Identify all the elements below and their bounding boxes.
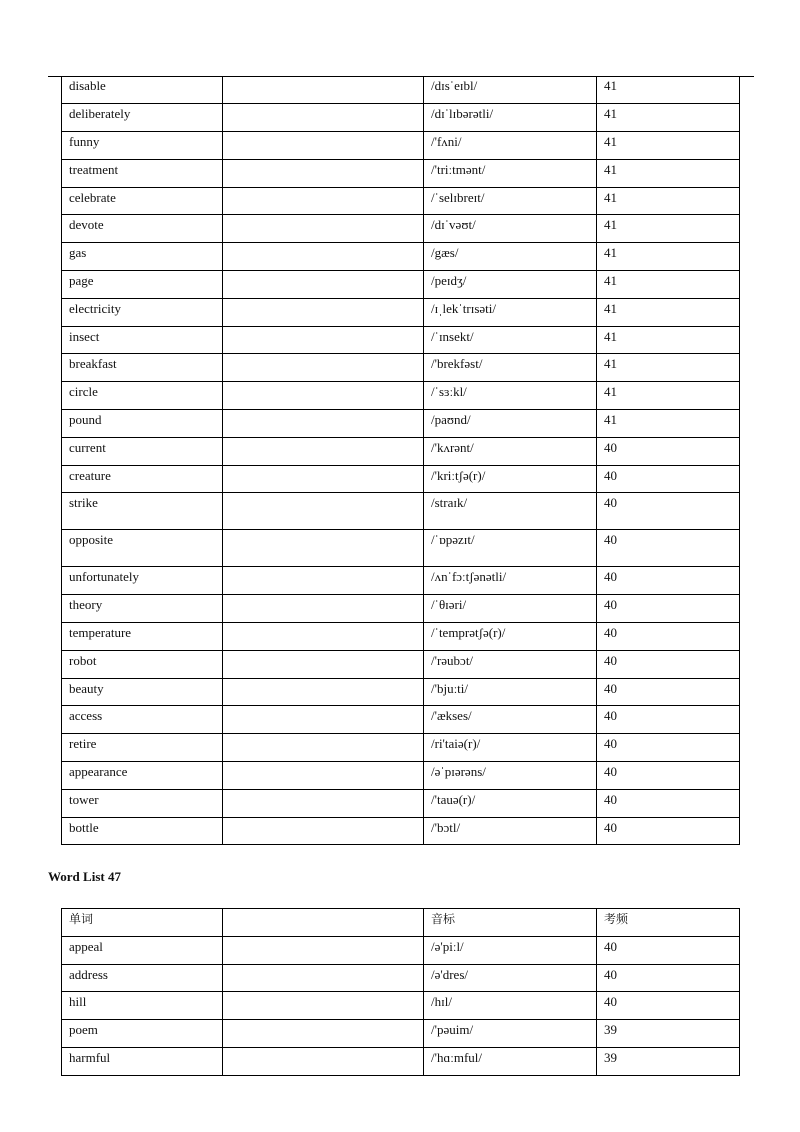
header-blank [223,909,424,937]
phonetic-cell: /'rəubɔt/ [424,650,597,678]
word-cell: beauty [62,678,223,706]
frequency-cell: 40 [597,650,740,678]
frequency-cell: 41 [597,243,740,271]
table-row [62,992,740,1020]
table-header-row [62,909,740,937]
phonetic-cell: /'hɑːmful/ [424,1047,597,1075]
table-row [62,964,740,992]
meaning-cell [223,382,424,410]
table-row [62,817,740,845]
word-cell: robot [62,650,223,678]
word-cell: disable [62,76,223,104]
word-cell: strike [62,493,223,530]
phonetic-cell: /ʌnˈfɔːtʃənətli/ [424,567,597,595]
phonetic-cell: /ˈɒpəzɪt/ [424,530,597,567]
meaning-cell [223,354,424,382]
frequency-cell: 41 [597,298,740,326]
frequency-cell: 40 [597,623,740,651]
phonetic-cell: /paʊnd/ [424,410,597,438]
phonetic-cell: /'triːtmənt/ [424,159,597,187]
frequency-cell: 41 [597,382,740,410]
phonetic-cell: /ˈtemprətʃə(r)/ [424,623,597,651]
word-cell: bottle [62,817,223,845]
word-cell: deliberately [62,104,223,132]
meaning-cell [223,132,424,160]
meaning-cell [223,623,424,651]
phonetic-cell: /'fʌni/ [424,132,597,160]
word-cell: funny [62,132,223,160]
table-row [62,132,740,160]
meaning-cell [223,465,424,493]
phonetic-cell: /ɪˌlekˈtrɪsəti/ [424,298,597,326]
table-row [62,354,740,382]
word-cell: hill [62,992,223,1020]
frequency-cell: 39 [597,1020,740,1048]
word-cell: creature [62,465,223,493]
frequency-cell: 41 [597,326,740,354]
word-cell: celebrate [62,187,223,215]
phonetic-cell: /'ækses/ [424,706,597,734]
table-row [62,493,740,530]
meaning-cell [223,326,424,354]
table-row [62,530,740,567]
word-cell: pound [62,410,223,438]
table-row [62,1047,740,1075]
phonetic-cell: /ˈselɪbreɪt/ [424,187,597,215]
table-row [62,243,740,271]
word-cell: temperature [62,623,223,651]
frequency-cell: 40 [597,964,740,992]
table-row [62,465,740,493]
word-cell: poem [62,1020,223,1048]
phonetic-cell: /ˈsɜːkl/ [424,382,597,410]
frequency-cell: 40 [597,567,740,595]
meaning-cell [223,76,424,104]
phonetic-cell: /straɪk/ [424,493,597,530]
meaning-cell [223,530,424,567]
header-word: 单词 [62,909,223,937]
meaning-cell [223,734,424,762]
word-cell: devote [62,215,223,243]
table-row [62,567,740,595]
meaning-cell [223,1020,424,1048]
table-row [62,650,740,678]
meaning-cell [223,964,424,992]
phonetic-cell: /ə'dres/ [424,964,597,992]
word-cell: retire [62,734,223,762]
table-row [62,623,740,651]
phonetic-cell: /ri'taiə(r)/ [424,734,597,762]
frequency-cell: 40 [597,817,740,845]
meaning-cell [223,992,424,1020]
word-table-body [62,76,740,845]
header-frequency: 考频 [597,909,740,937]
word-table-header [62,909,740,937]
frequency-cell: 41 [597,354,740,382]
table-row [62,595,740,623]
frequency-cell: 40 [597,734,740,762]
phonetic-cell: /ˈθɪəri/ [424,595,597,623]
table-row [62,187,740,215]
word-cell: gas [62,243,223,271]
phonetic-cell: /peɪdʒ/ [424,271,597,299]
frequency-cell: 40 [597,493,740,530]
phonetic-cell: /dɪsˈeɪbl/ [424,76,597,104]
header-phonetic: 音标 [424,909,597,937]
frequency-cell: 40 [597,437,740,465]
table-row [62,382,740,410]
phonetic-cell: /ə'piːl/ [424,936,597,964]
phonetic-cell: /'brekfəst/ [424,354,597,382]
table-row [62,706,740,734]
frequency-cell: 41 [597,132,740,160]
table-row [62,437,740,465]
phonetic-cell: /'kʌrənt/ [424,437,597,465]
meaning-cell [223,706,424,734]
frequency-cell: 41 [597,271,740,299]
word-cell: theory [62,595,223,623]
phonetic-cell: /gæs/ [424,243,597,271]
word-cell: appeal [62,936,223,964]
meaning-cell [223,298,424,326]
frequency-cell: 40 [597,992,740,1020]
table-row [62,298,740,326]
table-row [62,936,740,964]
word-table-47 [61,908,740,1076]
section-title: Word List 47 [48,869,121,884]
table-row [62,159,740,187]
meaning-cell [223,159,424,187]
word-cell: page [62,271,223,299]
phonetic-cell: /dɪˈlɪbərətli/ [424,104,597,132]
meaning-cell [223,187,424,215]
frequency-cell: 41 [597,104,740,132]
word-cell: breakfast [62,354,223,382]
frequency-cell: 40 [597,706,740,734]
phonetic-cell: /'bjuːti/ [424,678,597,706]
meaning-cell [223,789,424,817]
meaning-cell [223,678,424,706]
word-cell: appearance [62,762,223,790]
table-row [62,76,740,104]
word-cell: opposite [62,530,223,567]
meaning-cell [223,215,424,243]
word-cell: electricity [62,298,223,326]
word-cell: harmful [62,1047,223,1075]
frequency-cell: 39 [597,1047,740,1075]
word-cell: access [62,706,223,734]
table-row [62,326,740,354]
word-cell: current [62,437,223,465]
meaning-cell [223,762,424,790]
word-cell: circle [62,382,223,410]
table-row [62,104,740,132]
meaning-cell [223,595,424,623]
meaning-cell [223,437,424,465]
table-row [62,410,740,438]
word-cell: tower [62,789,223,817]
word-table-body [62,936,740,1075]
word-cell: unfortunately [62,567,223,595]
meaning-cell [223,936,424,964]
frequency-cell: 40 [597,789,740,817]
phonetic-cell: /'pəuim/ [424,1020,597,1048]
table-row [62,762,740,790]
word-cell: treatment [62,159,223,187]
frequency-cell: 40 [597,936,740,964]
frequency-cell: 41 [597,410,740,438]
frequency-cell: 40 [597,530,740,567]
meaning-cell [223,493,424,530]
word-cell: insect [62,326,223,354]
meaning-cell [223,104,424,132]
table-row [62,789,740,817]
table-row [62,678,740,706]
word-cell: address [62,964,223,992]
phonetic-cell: /əˈpɪərəns/ [424,762,597,790]
frequency-cell: 40 [597,762,740,790]
phonetic-cell: /'bɔtl/ [424,817,597,845]
phonetic-cell: /'kriːtʃə(r)/ [424,465,597,493]
frequency-cell: 41 [597,187,740,215]
word-table-continued [61,76,740,845]
frequency-cell: 40 [597,465,740,493]
meaning-cell [223,243,424,271]
frequency-cell: 40 [597,595,740,623]
table-row [62,271,740,299]
meaning-cell [223,1047,424,1075]
meaning-cell [223,271,424,299]
table-row [62,1020,740,1048]
phonetic-cell: /hɪl/ [424,992,597,1020]
phonetic-cell: /dɪˈvəʊt/ [424,215,597,243]
meaning-cell [223,410,424,438]
table-row [62,734,740,762]
phonetic-cell: /'tauə(r)/ [424,789,597,817]
phonetic-cell: /ˈɪnsekt/ [424,326,597,354]
meaning-cell [223,650,424,678]
frequency-cell: 41 [597,215,740,243]
frequency-cell: 40 [597,678,740,706]
frequency-cell: 41 [597,159,740,187]
table-row [62,215,740,243]
meaning-cell [223,817,424,845]
frequency-cell: 41 [597,76,740,104]
meaning-cell [223,567,424,595]
